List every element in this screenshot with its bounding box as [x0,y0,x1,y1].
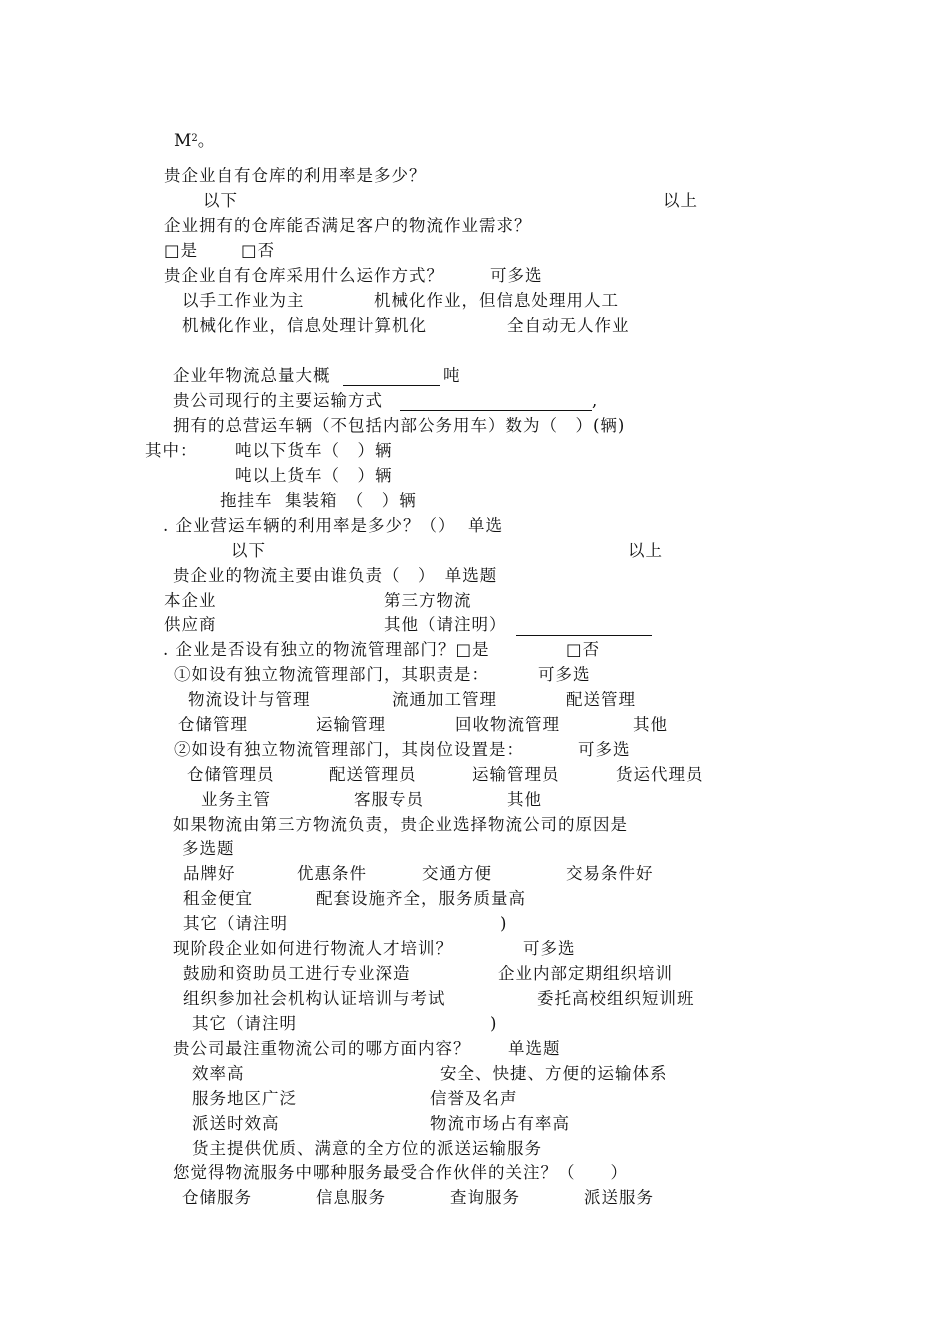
option-own-company[interactable]: 本企业 [164,591,217,610]
vehicles-over-ton: 吨以上货车（ ）辆 [235,466,393,485]
position-option[interactable]: 配送管理员 [329,765,417,784]
reason-option[interactable]: 配套设施齐全，服务质量高 [316,889,526,908]
option-above[interactable]: 以上 [663,191,698,210]
training-option[interactable]: 企业内部定期组织培训 [498,964,673,983]
transport-tail: , [592,391,599,410]
training-option[interactable]: 鼓励和资助员工进行专业深造 [183,964,411,983]
label-annual-volume: 企业年物流总量大概 [173,366,331,385]
question-vehicle-utilization: . 企业营运车辆的利用率是多少？（） 单选 [163,516,503,535]
reason-option[interactable]: 交易条件好 [566,864,654,883]
option-supplier[interactable]: 供应商 [164,615,217,634]
duty-option[interactable]: 物流设计与管理 [188,690,311,709]
question-service: 您觉得物流服务中哪种服务最受合作伙伴的关注？（ ） [173,1163,628,1182]
focus-option[interactable]: 服务地区广泛 [192,1089,297,1108]
reason-option[interactable]: 租金便宜 [183,889,253,908]
question-logistics-responsible: 贵企业的物流主要由谁负责（ ） 单选题 [173,566,498,585]
question-operating-mode: 贵企业自有仓库采用什么运作方式？ [164,266,444,285]
training-option[interactable]: 委托高校组织短训班 [537,989,695,1008]
position-option[interactable]: 客服专员 [354,790,424,809]
transport-mode-field[interactable] [400,410,592,411]
duty-option[interactable]: 其他 [633,715,668,734]
subquestion-duties: ①如设有独立物流管理部门，其职责是： [174,665,489,684]
focus-option[interactable]: 安全、快捷、方便的运输体系 [440,1064,668,1083]
option-third-party[interactable]: 第三方物流 [384,591,472,610]
question-training: 现阶段企业如何进行物流人才培训？ [173,939,453,958]
hint-multi-select: 可多选 [490,266,543,285]
label-among: 其中： [145,441,198,460]
hint-single-choice: 单选题 [508,1039,561,1058]
question-vehicle-count: 拥有的总营运车辆（不包括内部公务用车）数为（ ）(辆) [173,416,626,435]
position-option[interactable]: 业务主管 [201,790,271,809]
area-unit: $M^2$。 [174,131,215,151]
position-option[interactable]: 其他 [507,790,542,809]
vehicles-trailer-container: 拖挂车 集装箱 （ ）辆 [220,491,417,510]
service-option[interactable]: 信息服务 [316,1188,386,1207]
duty-option[interactable]: 回收物流管理 [455,715,560,734]
position-option[interactable]: 货运代理员 [616,765,704,784]
option-mechanized-manual-info[interactable]: 机械化作业，但信息处理用人工 [374,291,619,310]
question-logistics-department: . 企业是否设有独立的物流管理部门？□是 [163,640,490,659]
focus-option[interactable]: 信誉及名声 [430,1089,518,1108]
option-mechanized-computerized[interactable]: 机械化作业，信息处理计算机化 [182,316,427,335]
other-specify-field[interactable] [516,635,652,636]
training-other[interactable]: 其它（请注明 [192,1014,297,1033]
hint-multi-choice: 多选题 [182,839,235,858]
question-focus: 贵公司最注重物流公司的哪方面内容？ [173,1039,471,1058]
question-warehouse-meets-demand: 企业拥有的仓库能否满足客户的物流作业需求？ [164,216,532,235]
reason-option[interactable]: 品牌好 [183,864,236,883]
training-other-close: ) [490,1014,498,1033]
option-manual[interactable]: 以手工作业为主 [182,291,305,310]
focus-option[interactable]: 物流市场占有率高 [430,1114,570,1133]
training-option[interactable]: 组织参加社会机构认证培训与考试 [183,989,446,1008]
checkbox-yes[interactable]: □是 [164,241,199,260]
hint-positions-multi: 可多选 [578,740,631,759]
reason-option[interactable]: 交通方便 [422,864,492,883]
hint-duties-multi: 可多选 [538,665,591,684]
checkbox-no[interactable]: □否 [241,241,276,260]
hint-training-multi: 可多选 [523,939,576,958]
unit-ton: 吨 [443,366,461,385]
reason-other-close: ) [500,914,508,933]
option-vehicle-above[interactable]: 以上 [628,541,663,560]
reason-option[interactable]: 优惠条件 [297,864,367,883]
option-below[interactable]: 以下 [203,191,238,210]
position-option[interactable]: 仓储管理员 [187,765,275,784]
annual-volume-field[interactable] [343,385,440,386]
duty-option[interactable]: 仓储管理 [178,715,248,734]
service-option[interactable]: 派送服务 [584,1188,654,1207]
question-warehouse-utilization: 贵企业自有仓库的利用率是多少？ [164,166,427,185]
duty-option[interactable]: 配送管理 [566,690,636,709]
label-transport-mode: 贵公司现行的主要运输方式 [173,391,383,410]
option-fully-automated[interactable]: 全自动无人作业 [507,316,630,335]
service-option[interactable]: 查询服务 [450,1188,520,1207]
duty-option[interactable]: 流通加工管理 [392,690,497,709]
option-other-specify[interactable]: 其他（请注明） [384,615,507,634]
focus-option[interactable]: 货主提供优质、满意的全方位的派送运输服务 [192,1139,542,1158]
vehicles-under-ton: 吨以下货车（ ）辆 [235,441,393,460]
position-option[interactable]: 运输管理员 [472,765,560,784]
checkbox-dept-no[interactable]: □否 [566,640,601,659]
question-3pl-reason: 如果物流由第三方物流负责，贵企业选择物流公司的原因是 [173,815,628,834]
duty-option[interactable]: 运输管理 [316,715,386,734]
reason-other[interactable]: 其它（请注明 [183,914,288,933]
subquestion-positions: ②如设有独立物流管理部门，其岗位设置是： [174,740,524,759]
service-option[interactable]: 仓储服务 [182,1188,252,1207]
focus-option[interactable]: 效率高 [192,1064,245,1083]
option-vehicle-below[interactable]: 以下 [231,541,266,560]
focus-option[interactable]: 派送时效高 [192,1114,280,1133]
